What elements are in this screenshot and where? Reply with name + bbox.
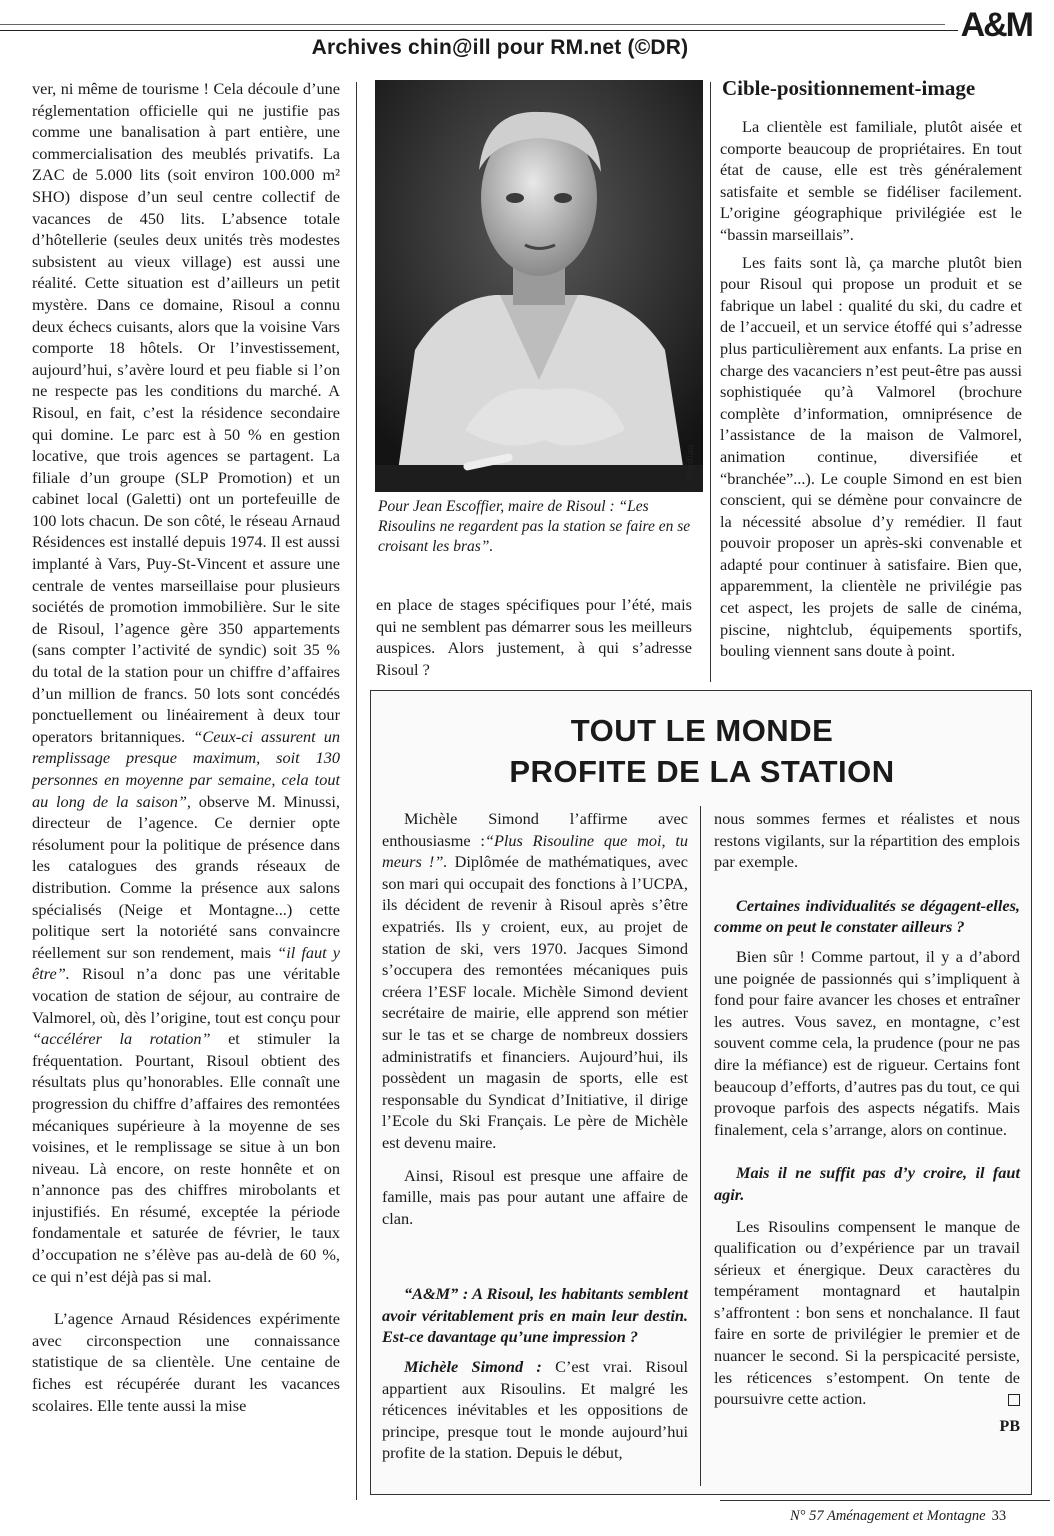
answer-1-text: C’est vrai. Risoul appartient aux Risoulins. Et malgré les réticences inévitables et les oppositions de principe, presque tout le monde aujourd’hui profite de la station. Depuis le début, (382, 1357, 688, 1463)
box-column-divider (700, 806, 701, 1486)
column-divider-right (710, 82, 711, 682)
left-quote-3: “accélérer la rotation” (32, 1029, 211, 1049)
middle-paragraph: en place de stages spécifiques pour l’été, mais qui ne semblent pas démarrer sous les meilleurs auspices. Alors justement, à qui s’adresse Risoul ? (376, 595, 692, 679)
author-signature: PB (999, 1417, 1020, 1435)
box-title-line-2: PROFITE DE LA STATION (509, 754, 895, 789)
interview-question-2: Certaines individualités se dégagent-elles, comme on peut le constater ailleurs ? (714, 895, 1020, 937)
box-quote: “Plus Risouline que moi, tu meurs !”. (382, 830, 688, 872)
box-title (370, 710, 1034, 792)
section-heading: Cible-positionnement-image (722, 76, 976, 100)
middle-column (376, 594, 692, 680)
mayor-photo (375, 80, 703, 492)
page-number: 33 (991, 1508, 1007, 1524)
interview-answer-3 (714, 1216, 1020, 1410)
archive-notice: Archives chin@ill pour RM.net (©DR) (311, 36, 689, 59)
issue-label: N° 57 Aménagement et Montagne (790, 1508, 986, 1524)
interview-question-3: Mais il ne suffit pas d’y croire, il faut agir. (714, 1163, 1020, 1204)
magazine-logo: A&M (960, 6, 1032, 44)
box-right-column (714, 808, 1020, 1436)
left-p1-tail: Risoul n’a donc pas une véritable vocation de station de séjour, au contraire de Valmorel, où, dès l’origine, tout est conçu pour (32, 964, 340, 1027)
column-divider-left (356, 82, 357, 1500)
box-p1-rest: Diplômée de mathématiques, avec son mari qui occupait des fonctions à l’UCPA, ils décident de revenir à Risoul après s’être expatriés. Ils y croient, eux, au projet de station de ski, vers 1970. Jacques Simond s’occupera des remontées mécaniques puis créera l’ESF locale. Michèle Simond devient secrétaire de mairie, elle apprend son métier sur le tas et se charge de nombreux dossiers administratifs et financiers. Aujourd’hui, ils possèdent un magasin de sports, elle est responsable du Syndicat d’Initiative, il dirige l’Ecole du Ski Français. Le père de Michèle est devenu maire. (382, 852, 688, 1152)
header-rule-thin (0, 24, 945, 25)
right-paragraph-1: La clientèle est familiale, plutôt aisée et comporte beaucoup de propriétaires. En tout état de cause, elle est très généralement satisfaite et semble se fidéliser facilement. L’origine géographique privilégiée est le “bassin marseillais”. (720, 117, 1022, 244)
left-paragraph-2: L’agence Arnaud Résidences expérimente avec circonspection une connaissance statistique de sa clientèle. Une centaine de fiches est récupérée durant les vacances scolaires. Elle tente aussi la mise (32, 1309, 340, 1415)
interview-answer-2: Bien sûr ! Comme partout, il y a d’abord une poignée de passionnés qui s’impliquent à fond pour faire avancer les choses et entraîner les autres. Vous savez, en montagne, c’est souvent comme cela, la prudence (pour ne pas dire la méfiance) est de rigueur. Certains font beaucoup d’efforts, d’autres pas du tout, ce qui provoque parfois des aspects négatifs. Mais finalement, cela s’arrange, alors on continue. (714, 946, 1020, 1139)
page-footer (790, 1508, 1006, 1525)
right-paragraph-2: Les faits sont là, ça marche plutôt bien pour Risoul qui propose un produit et se fabrique un label : qualité du ski, du cadre et de l’accueil, et un service étoffé qui s’adresse plus particulièrement aux enfants. La prise en charge des vacanciers n’est peut-être pas aussi sophistiquée qu’à Valmorel (brochure complète d’information, omniprésence de l’assistance de la maison de Valmorel, animation continue, diversifiée et “branchée”...). Le couple Simond en est bien conscient, qui se démène pour convaincre de la nécessité absolue d’y remédier. Il faut pouvoir proposer un après-ski convenable et adapté pour continuer à satisfaire. Bien que, apparemment, la clientèle ne privilégie pas cet aspect, les projets de salle de cinéma, piscine, nightclub, équipements sportifs, bouling viennent sans doute à point. (720, 252, 1022, 661)
interview-answer-1-cont: nous sommes fermes et réalistes et nous restons vigilants, sur la répartition des emplois par exemple. (714, 809, 1020, 872)
box-p1-start: Michèle Simond l’affirme avec enthousiasme : (382, 809, 688, 850)
box-paragraph-2: Ainsi, Risoul est presque une affaire de famille, mais pas pour autant une affaire de clan. (382, 1165, 688, 1228)
left-p1-end: et stimuler la fréquentation. Pourtant, Risoul obtient des résultats plus qu’honorables. Elle connaît une progression du chiffre d’affaires des remontées mécaniques supérieure à la moyenne de ses voisines, et le remplissage se situe à un bon niveau. Là encore, on reste honnête et on n’annonce pas des chiffres mirobolants et injustifiés. En résumé, exceptée la période fondamentale et saturée de février, le taux d’occupation ne s’élève pas au-delà de 60 %, ce qui n’est déjà pas si mal. (32, 1029, 340, 1286)
left-p1-text: ver, ni même de tourisme ! Cela découle d’une réglementation officielle qui ne justifie pas comme une banalisation à part entière, une commercialisation des meublés privatifs. La ZAC de 5.000 lits (soit environ 100.000 m² SHO) dispose d’un seul centre collectif de vacances de 450 lits. L’absence totale d’hôtellerie (seules deux unités très modestes subsistent au vieux village) est aussi une réalité. Cette situation est d’ailleurs un petit mystère. Dans ce domaine, Risoul a connu deux échecs cuisants, alors que la voisine Vars comporte 18 hôtels. Or l’investissement, aujourd’hui, s’avère lourd et peu fiable si l’on ne respecte pas les conditions du marché. A Risoul, en fait, c’est la résidence secondaire qui domine. Le parc est à 50 % en gestion locative, que trois agences se partagent. La filiale d’un groupe (SLP Promotion) et un cabinet local (Galetti) ont un portefeuille de 100 lots chacun. De son côté, le réseau Arnaud Résidences est installé depuis 1974. Il est aussi implanté à Vars, Puy-St-Vincent et assure une centrale de ventes marseillaise pour plusieurs sociétés de promotion immobilière. Sur le site de Risoul, l’agence gère 350 appartements (sans compter l’activité de syndic) soit 35 % du total de la station pour un chiffre d’affaires d’un million de francs. 50 lots sont concédés ponctuellement ou linéairement à deux tour operators britanniques. (32, 79, 340, 746)
portrait-illustration (375, 80, 703, 492)
box-paragraph-1 (382, 808, 688, 1154)
left-column (32, 78, 340, 1416)
end-of-article-mark (1008, 1394, 1020, 1406)
answer-3-text: Les Risoulins compensent le manque de qualification ou d’expérience par un travail sérieux et énergique. Deux caractères du tempérament montagnard et hautalpin s’affrontent : bon sens et nonchalance. Il faut faire en sorte de privilégier le premier et de nuancer le second. Si la perspicacité persiste, les réticences s’estompent. On tente de poursuivre cette action. (714, 1216, 1020, 1409)
right-column (720, 116, 1022, 662)
answer-speaker: Michèle Simond : (404, 1357, 542, 1377)
left-p1-mid: observe M. Minussi, directeur de l’agence. Ce dernier opte résolument pour la politique de présence dans les catalogues des grands réseaux de distribution. Comme la présence aux salons spécialisés (Neige et Montagne...) cette politique sert la notoriété sans convaincre réellement sur son rendement, mais (32, 791, 340, 962)
photo-caption: Pour Jean Escoffier, maire de Risoul : “Les Risoulins ne regardent pas la station se faire en se croisant les bras”. (378, 498, 691, 555)
photo-credit: P. Bardiau (684, 444, 696, 490)
box-title-line-1: TOUT LE MONDE (570, 713, 834, 748)
left-paragraph-1 (32, 78, 340, 1287)
interview-answer-1 (382, 1356, 688, 1464)
footer-rule (720, 1500, 1050, 1501)
box-left-column (382, 808, 688, 1464)
left-quote-1: “Ceux-ci assurent un remplissage presque maximum, soit 130 personnes en moyenne par semaine, cela tout au long de la saison”, (32, 726, 340, 811)
interview-question-1: “A&M” : A Risoul, les habitants semblent avoir véritablement pris en main leur destin. Est-ce davantage qu’une impression ? (382, 1284, 688, 1347)
left-quote-2: “il faut y être”. (32, 942, 340, 984)
header-rule (0, 30, 958, 31)
